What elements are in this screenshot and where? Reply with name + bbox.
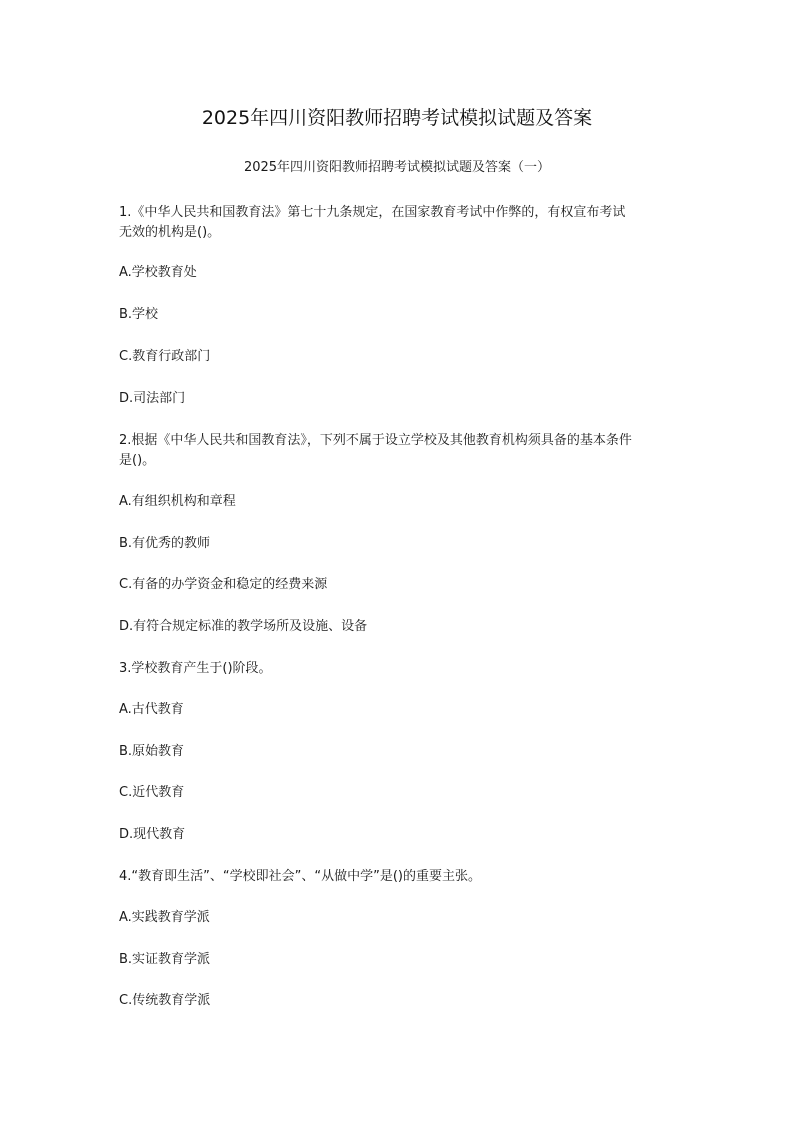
question-1-option-a: A.学校教育处 [119, 265, 197, 280]
question-3-option-a: A.古代教育 [119, 702, 184, 717]
document-subtitle: 2025年四川资阳教师招聘考试模拟试题及答案（一） [243, 160, 551, 175]
document-title: 2025年四川资阳教师招聘考试模拟试题及答案 [201, 107, 593, 129]
question-1-option-b: B.学校 [119, 307, 159, 322]
question-4-option-b: B.实证教育学派 [119, 952, 211, 967]
question-4-option-a: A.实践教育学派 [119, 910, 210, 925]
question-2-text-line1: 2.根据《中华人民共和国教育法》，下列不属于设立学校及其他教育机构须具备的基本条件 [119, 433, 632, 448]
question-4-option-c: C.传统教育学派 [119, 993, 211, 1008]
question-3-option-d: D.现代教育 [119, 827, 186, 842]
question-1-text-line2: 无效的机构是()。 [119, 225, 221, 240]
question-2-text-line2: 是()。 [119, 453, 156, 468]
question-2-option-a: A.有组织机构和章程 [119, 494, 236, 509]
question-1-option-d: D.司法部门 [119, 391, 186, 406]
question-1-option-c: C.教育行政部门 [119, 349, 211, 364]
question-3-option-c: C.近代教育 [119, 785, 185, 800]
question-2-option-c: C.有备的办学资金和稳定的经费来源 [119, 577, 328, 592]
question-1-text-line1: 1.《中华人民共和国教育法》第七十九条规定，在国家教育考试中作弊的，有权宣布考试 [119, 205, 626, 220]
question-2-option-b: B.有优秀的教师 [119, 536, 211, 551]
question-3-option-b: B.原始教育 [119, 744, 185, 759]
question-2-option-d: D.有符合规定标准的教学场所及设施、设备 [119, 619, 368, 634]
question-4-text-line1: 4.“教育即生活”、“学校即社会”、“从做中学”是()的重要主张。 [119, 869, 481, 884]
question-3-text-line1: 3.学校教育产生于()阶段。 [119, 661, 272, 676]
